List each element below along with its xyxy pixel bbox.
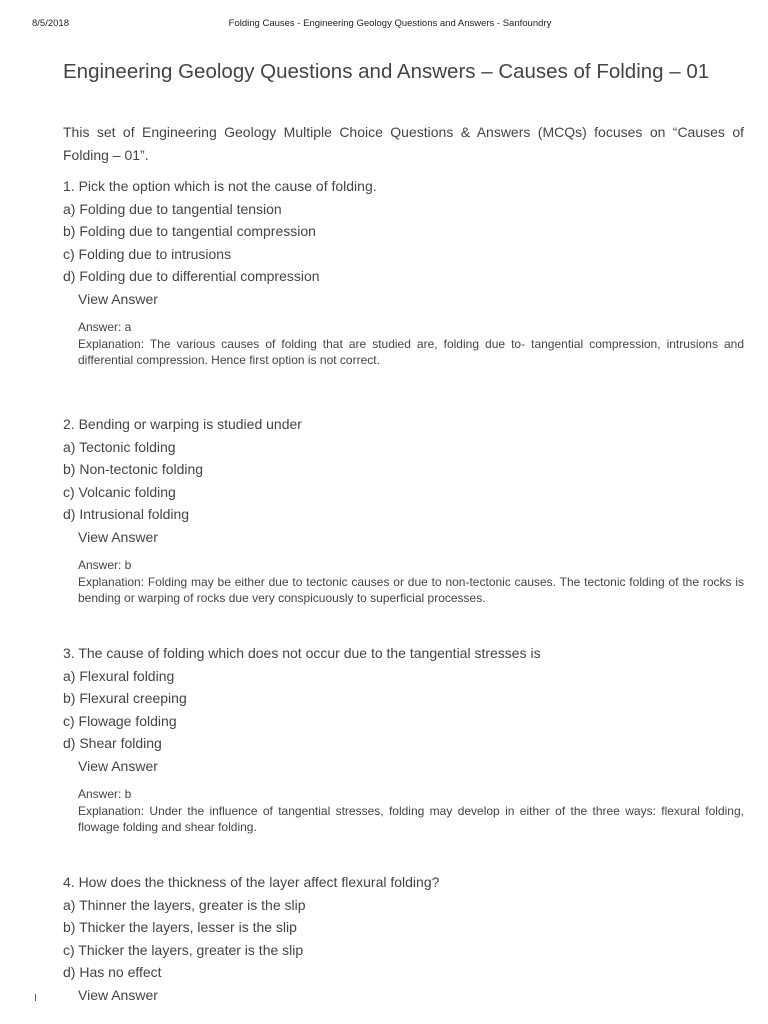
print-date: 8/5/2018 bbox=[32, 18, 69, 29]
option-a: a) Thinner the layers, greater is the slip bbox=[63, 896, 306, 913]
question-1 bbox=[63, 175, 744, 369]
option-b: b) Thicker the layers, lesser is the slip bbox=[63, 919, 297, 935]
view-answer-link[interactable]: View Answer bbox=[78, 757, 158, 774]
question-3 bbox=[63, 642, 744, 836]
explanation-text: Explanation: Under the influence of tangential stresses, folding may develop in either of the three ways: flexural folding, flowage folding and shear folding. bbox=[78, 803, 744, 834]
option-a: a) Folding due to tangential tension bbox=[63, 200, 282, 217]
explanation-text: Explanation: The various causes of folding that are studied are, folding due to- tangential compression, intrusions and differential compression. Hence first option is not correct. bbox=[78, 336, 744, 367]
option-a: a) Tectonic folding bbox=[63, 438, 176, 455]
option-d: d) Folding due to differential compression bbox=[63, 268, 320, 284]
question-text: 3. The cause of folding which does not occur due to the tangential stresses is bbox=[63, 645, 541, 661]
explanation-text: Explanation: Folding may be either due to tectonic causes or due to non-tectonic causes. The tectonic folding of the rocks is bending or warping of rocks due very conspicuously to superficial processes. bbox=[78, 574, 744, 605]
page-title: Engineering Geology Questions and Answers – Causes of Folding – 01 bbox=[63, 60, 710, 83]
question-text: 2. Bending or warping is studied under bbox=[63, 416, 302, 432]
view-answer-link[interactable]: View Answer bbox=[78, 290, 158, 307]
option-c: c) Folding due to intrusions bbox=[63, 245, 232, 262]
option-d: d) Shear folding bbox=[63, 735, 162, 751]
question-4 bbox=[63, 871, 744, 1006]
question-text: 4. How does the thickness of the layer affect flexural folding? bbox=[63, 874, 440, 890]
print-document-title: Folding Causes - Engineering Geology Questions and Answers - Sanfoundry bbox=[228, 18, 552, 29]
view-answer-link[interactable]: View Answer bbox=[78, 528, 158, 545]
answer-text: Answer: a bbox=[78, 320, 132, 334]
question-2 bbox=[63, 413, 744, 607]
option-c: c) Volcanic folding bbox=[63, 483, 176, 500]
option-b: b) Non-tectonic folding bbox=[63, 461, 204, 477]
print-header bbox=[32, 18, 748, 32]
answer-block bbox=[78, 786, 744, 836]
answer-block bbox=[78, 557, 744, 607]
option-d: d) Intrusional folding bbox=[63, 506, 190, 522]
option-a: a) Flexural folding bbox=[63, 667, 175, 684]
option-b: b) Folding due to tangential compression bbox=[63, 223, 316, 239]
option-b: b) Flexural creeping bbox=[63, 690, 187, 706]
question-text: 1. Pick the option which is not the cause of folding. bbox=[63, 178, 377, 194]
answer-text: Answer: b bbox=[78, 558, 132, 572]
option-d: d) Has no effect bbox=[63, 964, 162, 980]
intro-paragraph: This set of Engineering Geology Multiple Choice Questions & Answers (MCQs) focuses on “Causes of Folding – 01”. bbox=[63, 124, 744, 163]
answer-block bbox=[78, 319, 744, 369]
option-c: c) Flowage folding bbox=[63, 712, 177, 729]
option-c: c) Thicker the layers, greater is the slip bbox=[63, 941, 304, 958]
margin-mark bbox=[35, 994, 36, 1001]
view-answer-link[interactable]: View Answer bbox=[78, 986, 158, 1003]
answer-text: Answer: b bbox=[78, 787, 132, 801]
